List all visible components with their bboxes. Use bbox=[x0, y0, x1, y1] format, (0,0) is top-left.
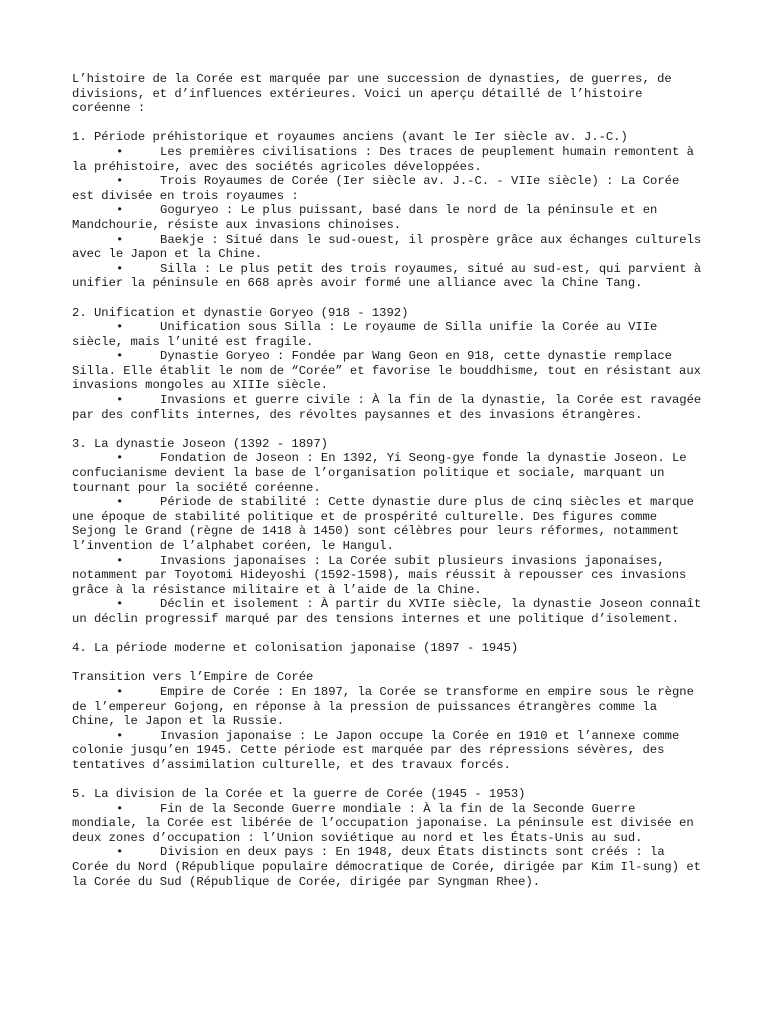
bullet-marker: • bbox=[116, 174, 124, 189]
section-heading: 4. La période moderne et colonisation japonaise (1897 - 1945) bbox=[72, 641, 519, 656]
bullet-item bbox=[72, 145, 708, 174]
bullet-marker: • bbox=[116, 349, 124, 364]
bullet-text: Fondation de Joseon : En 1392, Yi Seong-gye fonde la dynastie Joseon. Le confucianisme devient la base de l’organisation politique et sociale, marquant un tournant pour la société coréenne. bbox=[72, 451, 687, 495]
bullet-marker: • bbox=[116, 451, 124, 466]
bullet-item bbox=[72, 262, 708, 291]
bullet-text: Division en deux pays : En 1948, deux États distincts sont créés : la Corée du Nord (République populaire démocratique de Corée, dirigée par Kim Il-sung) et la Corée du Sud (République de Corée, dirigée par Syngman Rhee). bbox=[72, 845, 701, 889]
bullet-item bbox=[72, 203, 708, 232]
section-4 bbox=[72, 641, 708, 772]
bullet-text: Goguryeo : Le plus puissant, basé dans le nord de la péninsule et en Mandchourie, résiste aux invasions chinoises. bbox=[72, 203, 658, 232]
bullet-marker: • bbox=[116, 845, 124, 860]
bullet-item bbox=[72, 495, 708, 553]
bullet-text: Déclin et isolement : À partir du XVIIe siècle, la dynastie Joseon connaît un déclin progressif marqué par des tensions internes et une politique d’isolement. bbox=[72, 597, 702, 626]
spacer bbox=[72, 291, 708, 306]
bullet-marker: • bbox=[116, 232, 124, 247]
bullet-item bbox=[72, 845, 708, 889]
section-2 bbox=[72, 306, 708, 423]
spacer bbox=[72, 627, 708, 642]
bullet-item bbox=[72, 174, 708, 203]
bullet-marker: • bbox=[116, 320, 124, 335]
bullet-text: Fin de la Seconde Guerre mondiale : À la fin de la Seconde Guerre mondiale, la Corée est libérée de l’occupation japonaise. La péninsule est divisée en deux zones d’occupation : l’Union soviétique au nord et les États-Unis au sud. bbox=[72, 801, 694, 845]
bullet-text: Silla : Le plus petit des trois royaumes, situé au sud-est, qui parvient à unifier la péninsule en 668 après avoir formé une alliance avec la Chine Tang. bbox=[72, 261, 702, 291]
bullet-text: Trois Royaumes de Corée (Ier siècle av. J.-C. - VIIe siècle) : La Corée est divisée en trois royaumes : bbox=[72, 174, 680, 203]
bullet-item bbox=[72, 393, 708, 422]
bullet-text: Unification sous Silla : Le royaume de Silla unifie la Corée au VIIe siècle, mais l’unité est fragile. bbox=[72, 320, 658, 349]
section-heading: 1. Période préhistorique et royaumes anciens (avant le Ier siècle av. J.-C.) bbox=[72, 130, 628, 145]
section-3 bbox=[72, 437, 708, 627]
bullet-text: Dynastie Goryeo : Fondée par Wang Geon en 918, cette dynastie remplace Silla. Elle établit le nom de “Corée” et favorise le bouddhisme, tout en résistant aux invasions mongoles au XIIIe siècle. bbox=[72, 349, 701, 393]
section-5 bbox=[72, 787, 708, 889]
bullet-marker: • bbox=[116, 261, 124, 276]
section-subheading: Transition vers l’Empire de Corée bbox=[72, 670, 314, 685]
spacer bbox=[72, 773, 708, 788]
bullet-marker: • bbox=[116, 728, 124, 743]
bullet-item bbox=[72, 554, 708, 598]
bullet-marker: • bbox=[116, 684, 124, 699]
bullet-item bbox=[72, 597, 708, 626]
spacer bbox=[72, 656, 708, 671]
section-heading: 3. La dynastie Joseon (1392 - 1897) bbox=[72, 436, 328, 451]
bullet-text: Invasion japonaise : Le Japon occupe la Corée en 1910 et l’annexe comme colonie jusqu’en 1945. Cette période est marquée par des répressions sévères, des tentatives d’assimilation culturelle, et des travaux forcés. bbox=[72, 728, 680, 772]
bullet-text: Période de stabilité : Cette dynastie dure plus de cinq siècles et marque une époque de stabilité politique et de prospérité culturelle. Des figures comme Sejong le Grand (règne de 1418 à 1450) sont célèbres pour leurs réformes, notamment l’invention de l’alphabet coréen, le Hangul. bbox=[72, 495, 694, 553]
section-1 bbox=[72, 130, 708, 291]
bullet-item bbox=[72, 451, 708, 495]
bullet-item bbox=[72, 233, 708, 262]
bullet-item bbox=[72, 349, 708, 393]
bullet-marker: • bbox=[116, 553, 124, 568]
bullet-marker: • bbox=[116, 144, 124, 159]
bullet-marker: • bbox=[116, 203, 124, 218]
spacer bbox=[72, 116, 708, 131]
bullet-text: Les premières civilisations : Des traces de peuplement humain remontent à la préhistoire, avec des sociétés agricoles développées. bbox=[72, 144, 694, 174]
bullet-item bbox=[72, 685, 708, 729]
intro-paragraph: L’histoire de la Corée est marquée par une succession de dynasties, de guerres, de divisions, et d’influences extérieures. Voici un aperçu détaillé de l’histoire coréenne : bbox=[72, 72, 672, 116]
bullet-item bbox=[72, 729, 708, 773]
section-heading: 5. La division de la Corée et la guerre de Corée (1945 - 1953) bbox=[72, 787, 526, 802]
bullet-marker: • bbox=[116, 597, 124, 612]
bullet-marker: • bbox=[116, 801, 124, 816]
bullet-text: Empire de Corée : En 1897, la Corée se transforme en empire sous le règne de l’empereur Gojong, en réponse à la pression de puissances étrangères comme la Chine, le Japon et la Russie. bbox=[72, 684, 694, 729]
section-heading: 2. Unification et dynastie Goryeo (918 - 1392) bbox=[72, 305, 409, 320]
bullet-text: Invasions japonaises : La Corée subit plusieurs invasions japonaises, notamment par Toyotomi Hideyoshi (1592-1598), mais réussit à repousser ces invasions grâce à la résistance militaire et à l’aide de la Chine. bbox=[72, 553, 687, 597]
bullet-marker: • bbox=[116, 393, 124, 408]
bullet-marker: • bbox=[116, 495, 124, 510]
spacer bbox=[72, 422, 708, 437]
bullet-text: Invasions et guerre civile : À la fin de la dynastie, la Corée est ravagée par des conflits internes, des révoltes paysannes et des invasions étrangères. bbox=[72, 393, 702, 422]
bullet-item bbox=[72, 320, 708, 349]
bullet-text: Baekje : Situé dans le sud-ouest, il prospère grâce aux échanges culturels avec le Japon et la Chine. bbox=[72, 232, 702, 262]
bullet-item bbox=[72, 802, 708, 846]
